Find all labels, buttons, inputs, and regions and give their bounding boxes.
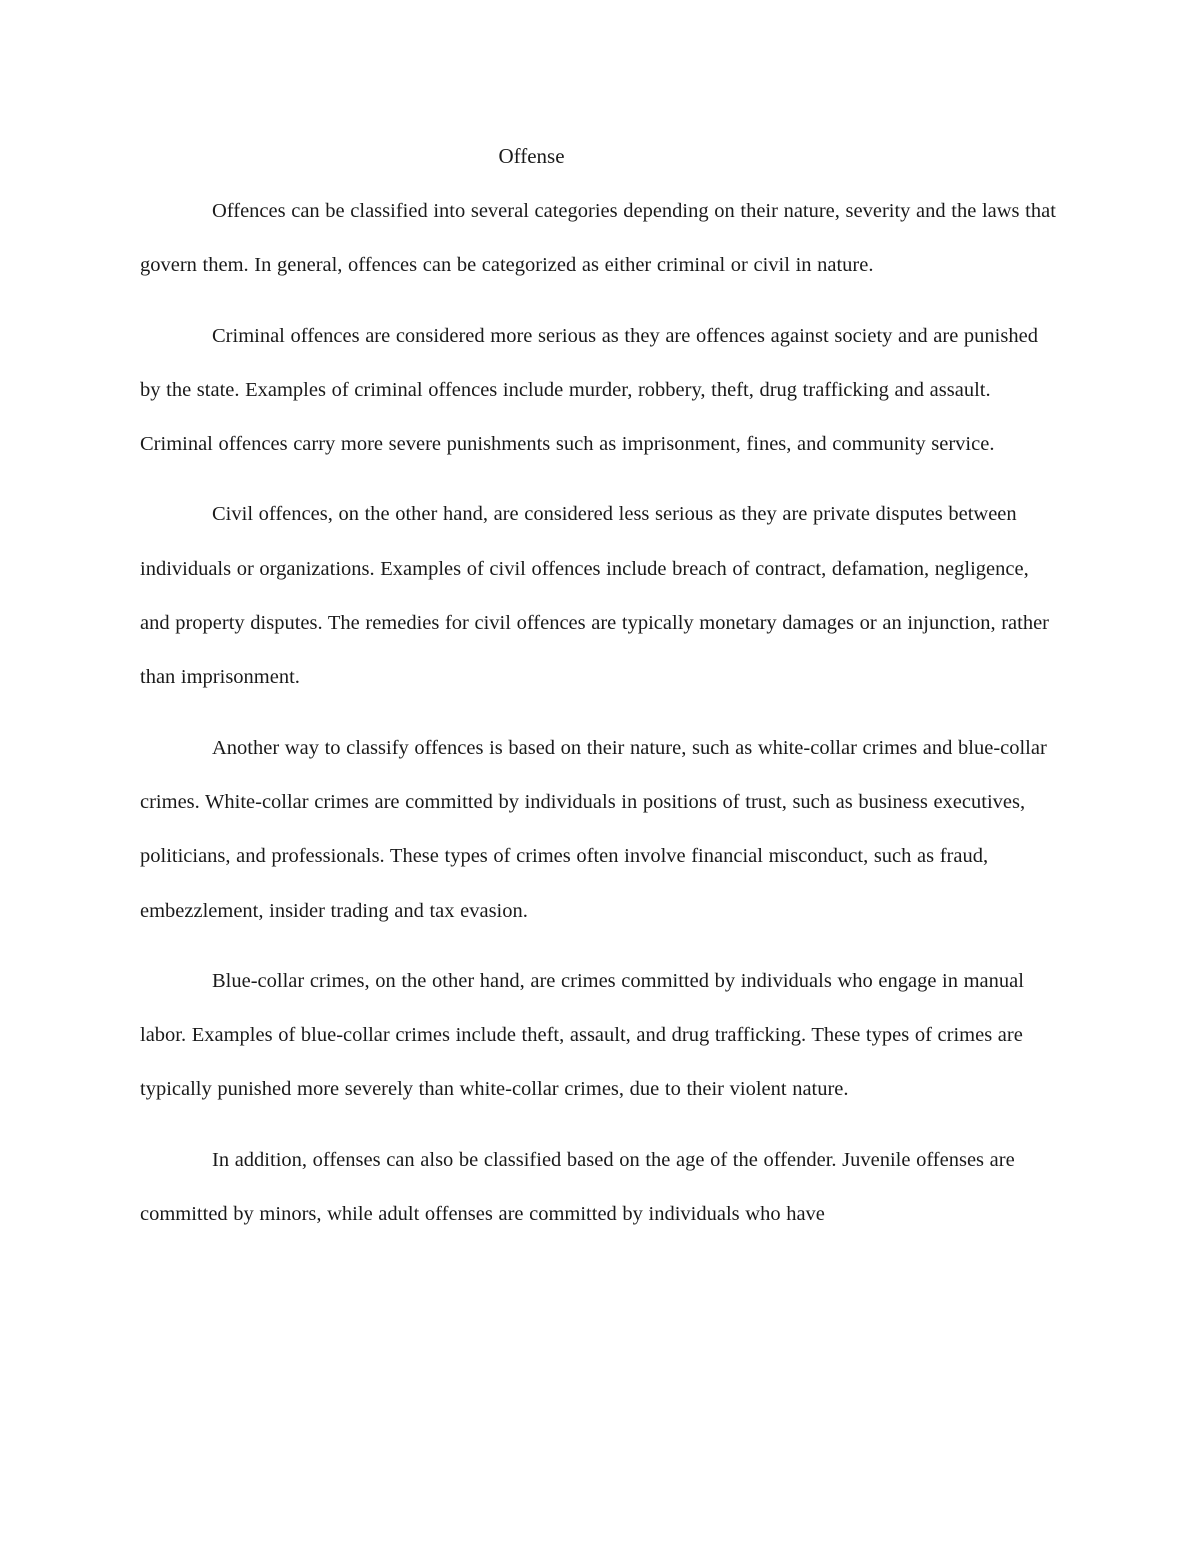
document-body (140, 184, 1060, 1257)
paragraph-4: Another way to classify offences is based on their nature, such as white-collar crimes and blue-collar crimes. White-collar crimes are committed by individuals in positions of trust, such as business executives, politicians, and professionals. These types of crimes often involve financial misconduct, such as fraud, embezzlement, insider trading and tax evasion. (140, 736, 1047, 922)
paragraph-3: Civil offences, on the other hand, are considered less serious as they are private disputes between individuals or organizations. Examples of civil offences include breach of contract, defamation, negligence, and property disputes. The remedies for civil offences are typically monetary damages or an injunction, rather than imprisonment. (140, 503, 1049, 689)
paragraph-5: Blue-collar crimes, on the other hand, are crimes committed by individuals who engage in manual labor. Examples of blue-collar crimes include theft, assault, and drug trafficking. These types of crimes are typically punished more severely than white-collar crimes, due to their violent nature. (140, 969, 1024, 1101)
paragraph-1: Offences can be classified into several categories depending on their nature, severity and the laws that govern them. In general, offences can be categorized as either criminal or civil in nature. (140, 200, 1056, 277)
paragraph-6: In addition, offenses can also be classified based on the age of the offender. Juvenile offenses are committed by minors, while adult offenses are committed by individuals who have (140, 1148, 1015, 1226)
paragraph-2: Criminal offences are considered more serious as they are offences against society and are punished by the state. Examples of criminal offences include murder, robbery, theft, drug trafficking and assault. Criminal offences carry more severe punishments such as imprisonment, fines, and community service. (140, 324, 1038, 456)
document-title: Offense (498, 144, 565, 168)
